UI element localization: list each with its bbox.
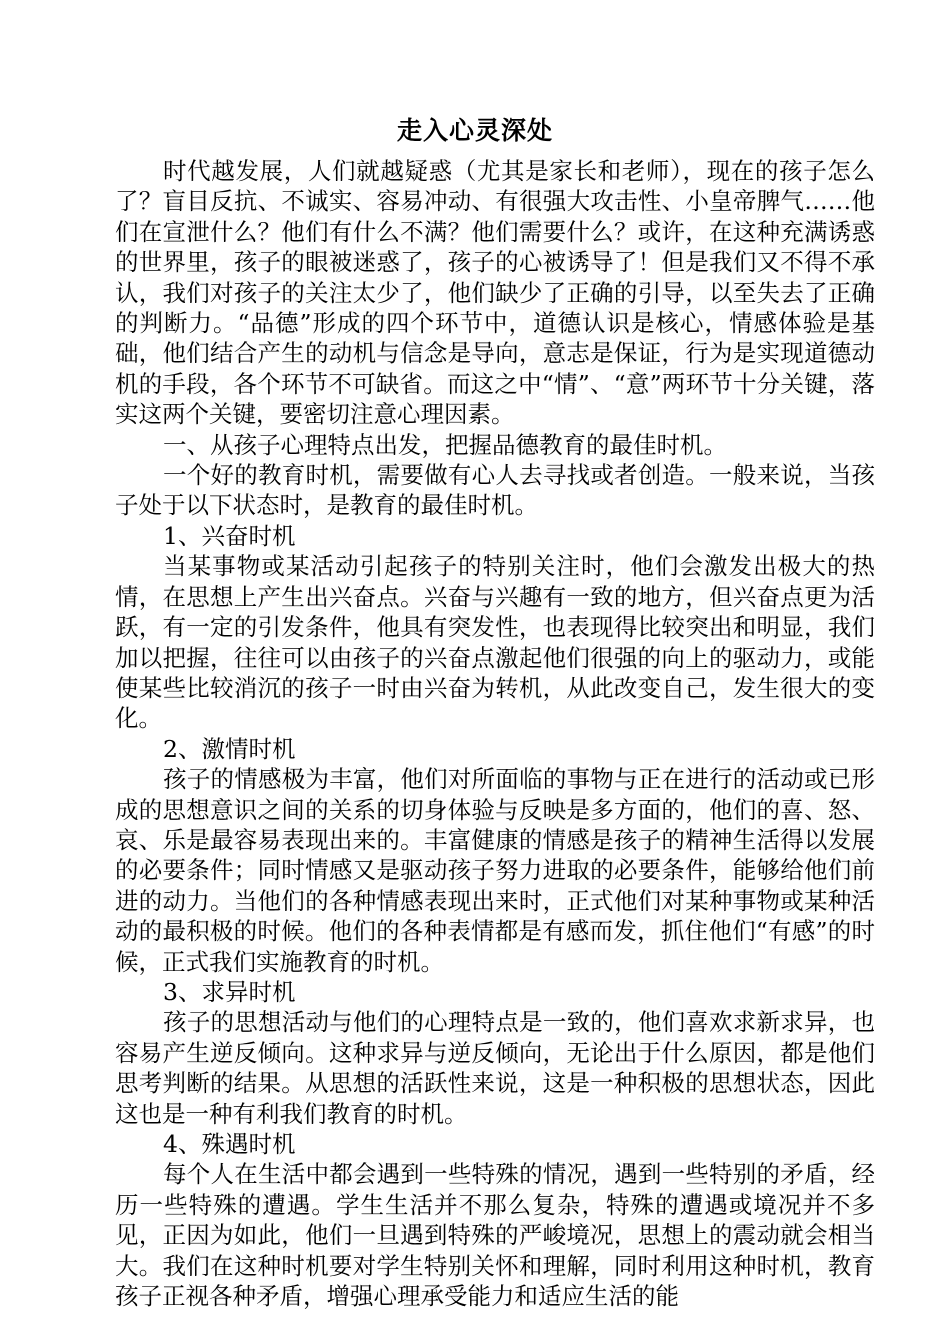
paragraph-intro: 时代越发展，人们就越疑惑（尤其是家长和老师），现在的孩子怎么了？盲目反抗、不诚实、容易冲动、有很强大攻击性、小皇帝脾气……他们在宣泄什么？他们有什么不满？他们需要什么？或许，在这种充满诱惑的世界里，孩子的眼被迷惑了，孩子的心被诱导了！但是我们又不得不承认，我们对孩子的关注太少了，他们缺少了正确的引导，以至失去了正确的判断力。“品德”形成的四个环节中，道德认识是核心，情感体验是基础，他们结合产生的动机与信念是导向，意志是保证，行为是实现道德动机的手段，各个环节不可缺省。而这之中“情”、“意”两环节十分关键，落实这两个关键，要密切注意心理因素。 <box>115 157 875 429</box>
paragraph: 一个好的教育时机，需要做有心人去寻找或者创造。一般来说，当孩子处于以下状态时，是教育的最佳时机。 <box>115 461 875 520</box>
section-heading-1: 一、从孩子心理特点出发，把握品德教育的最佳时机。 <box>163 430 727 459</box>
document-body <box>115 156 875 1311</box>
subheading-difference: 3、求异时机 <box>163 977 296 1006</box>
subheading-special: 4、殊遇时机 <box>163 1130 296 1158</box>
paragraph: 孩子的思想活动与他们的心理特点是一致的，他们喜欢求新求异，也容易产生逆反倾向。这种求异与逆反倾向，无论出于什么原因，都是他们思考判断的结果。从思想的活跃性来说，这是一种积极的思想状态，因此这也是一种有利我们教育的时机。 <box>115 1008 875 1128</box>
document-title: 走入心灵深处 <box>396 116 553 145</box>
paragraph: 每个人在生活中都会遇到一些特殊的情况，遇到一些特别的矛盾，经历一些特殊的遭遇。学生生活并不那么复杂，特殊的遭遇或境况并不多见，正因为如此，他们一旦遇到特殊的严峻境况，思想上的震动就会相当大。我们在这种时机要对学生特别关怀和理解，同时利用这种时机，教育孩子正视各种矛盾，增强心理承受能力和适应生活的能 <box>115 1160 875 1311</box>
paragraph: 当某事物或某活动引起孩子的特别关注时，他们会激发出极大的热情，在思想上产生出兴奋点。兴奋与兴趣有一致的地方，但兴奋点更为活跃，有一定的引发条件，他具有突发性，也表现得比较突出和明显，我们加以把握，往往可以由孩子的兴奋点激起他们很强的向上的驱动力，或能使某些比较消沉的孩子一时由兴奋为转机，从此改变自己，发生很大的变化。 <box>115 552 875 733</box>
subheading-excitement: 1、兴奋时机 <box>163 521 296 550</box>
subheading-passion: 2、激情时机 <box>163 734 296 763</box>
paragraph: 孩子的情感极为丰富，他们对所面临的事物与正在进行的活动或已形成的思想意识之间的关系的切身体验与反映是多方面的，他们的喜、怒、哀、乐是最容易表现出来的。丰富健康的情感是孩子的精神生活得以发展的必要条件；同时情感又是驱动孩子努力进取的必要条件，能够给他们前进的动力。当他们的各种情感表现出来时，正式他们对某种事物或某种活动的最积极的时候。他们的各种表情都是有感而发，抓住他们“有感”的时候，正式我们实施教育的时机。 <box>115 765 875 976</box>
